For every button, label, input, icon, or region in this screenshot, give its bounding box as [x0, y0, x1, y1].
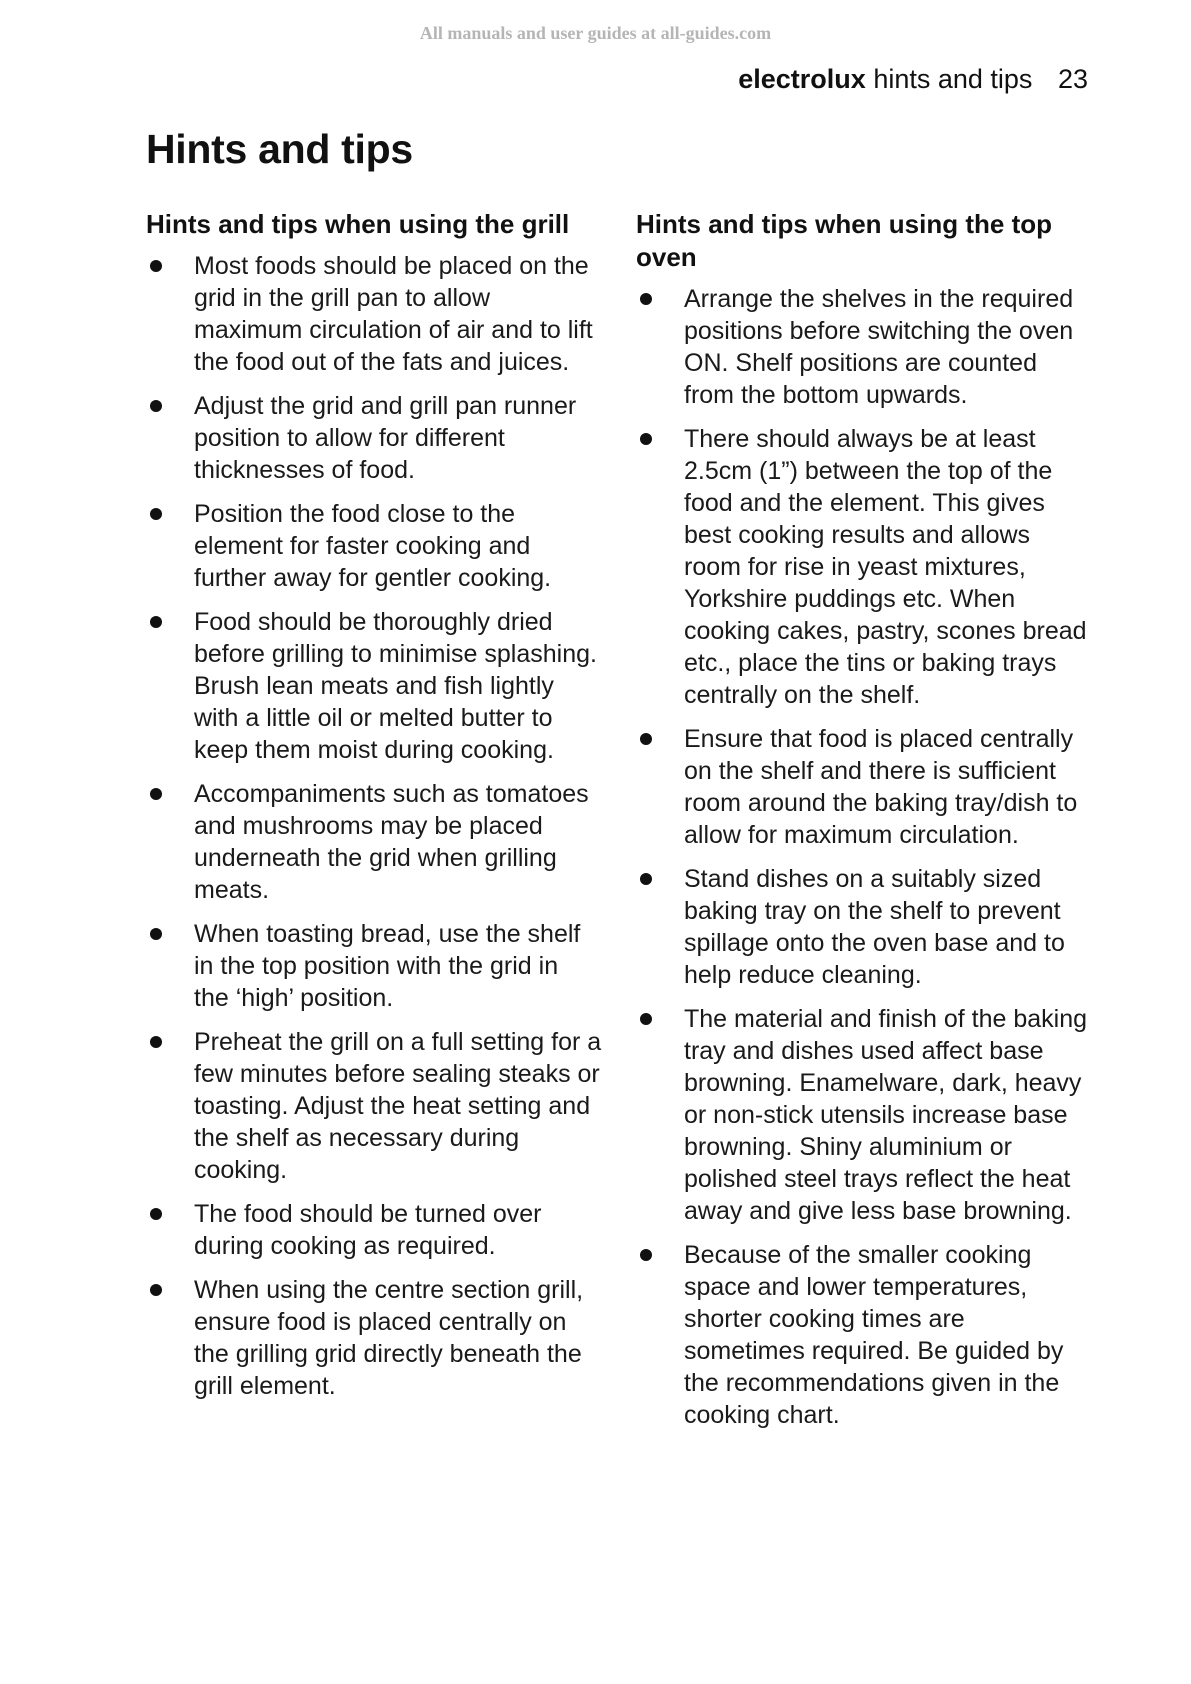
bullet-icon — [640, 293, 652, 305]
bullet-icon — [640, 433, 652, 445]
section-name: hints and tips — [873, 64, 1033, 94]
list-item-line: spillage onto the oven base and to — [684, 929, 1065, 957]
list-item-line: browning. Shiny aluminium or — [684, 1133, 1012, 1161]
list-item-line: with a little oil or melted butter to — [194, 704, 553, 732]
list-item-line: grill element. — [194, 1372, 336, 1400]
list-item-line: element for faster cooking and — [194, 532, 531, 560]
bullet-icon — [150, 508, 162, 520]
list-item-line: few minutes before sealing steaks or — [194, 1060, 600, 1088]
top-oven-tips-list — [636, 283, 1098, 1431]
list-item-line: underneath the grid when grilling — [194, 844, 557, 872]
list-item-line: from the bottom upwards. — [684, 381, 968, 409]
list-item-line: thicknesses of food. — [194, 456, 415, 484]
list-item-line: The material and finish of the baking — [684, 1005, 1088, 1033]
list-item — [636, 1239, 1098, 1431]
list-item-line: on the shelf and there is sufficient — [684, 757, 1056, 785]
brand-name: electrolux — [738, 64, 866, 94]
list-item — [146, 606, 608, 766]
list-item-line: and mushrooms may be placed — [194, 812, 543, 840]
bullet-icon — [150, 928, 162, 940]
list-item-line: cooking chart. — [684, 1401, 840, 1429]
list-item-line: centrally on the shelf. — [684, 681, 921, 709]
list-item-line: ensure food is placed centrally on — [194, 1308, 567, 1336]
list-item-line: There should always be at least — [684, 425, 1036, 453]
bullet-icon — [640, 1249, 652, 1261]
list-item-line: 2.5cm (1”) between the top of the — [684, 457, 1053, 485]
list-item-line: room around the baking tray/dish to — [684, 789, 1078, 817]
list-item-line: Brush lean meats and fish lightly — [194, 672, 554, 700]
grill-tips-column — [146, 208, 608, 1414]
list-item-line: maximum circulation of air and to lift — [194, 316, 593, 344]
list-item-line: Adjust the grid and grill pan runner — [194, 392, 577, 420]
list-item-line: toasting. Adjust the heat setting and — [194, 1092, 591, 1120]
bullet-icon — [150, 1208, 162, 1220]
list-item-line: allow for maximum circulation. — [684, 821, 1019, 849]
list-item — [146, 1026, 608, 1186]
list-item — [146, 498, 608, 594]
list-item-line: The food should be turned over — [194, 1200, 542, 1228]
list-item-line: Accompaniments such as tomatoes — [194, 780, 589, 808]
list-item-line: the shelf as necessary during — [194, 1124, 520, 1152]
list-item-line: the food out of the fats and juices. — [194, 348, 570, 376]
list-item-line: away and give less base browning. — [684, 1197, 1072, 1225]
bullet-icon — [150, 1284, 162, 1296]
list-item-line: Most foods should be placed on the — [194, 252, 589, 280]
list-item — [146, 1274, 608, 1402]
list-item-line: ON. Shelf positions are counted — [684, 349, 1037, 377]
list-item-line: the recommendations given in the — [684, 1369, 1060, 1397]
list-item-line: sometimes required. Be guided by — [684, 1337, 1064, 1365]
list-item — [636, 863, 1098, 991]
list-item-line: shorter cooking times are — [684, 1305, 965, 1333]
top-oven-tips-column — [636, 208, 1098, 1443]
bullet-icon — [150, 260, 162, 272]
list-item-line: browning. Enamelware, dark, heavy — [684, 1069, 1082, 1097]
list-item-line: When toasting bread, use the shelf — [194, 920, 581, 948]
list-item — [146, 390, 608, 486]
list-item-line: before grilling to minimise splashing. — [194, 640, 597, 668]
list-item — [636, 283, 1098, 411]
list-item-line: Position the food close to the — [194, 500, 516, 528]
list-item-line: Stand dishes on a suitably sized — [684, 865, 1042, 893]
bullet-icon — [640, 733, 652, 745]
list-item — [636, 723, 1098, 851]
grill-tips-list — [146, 250, 608, 1402]
page-title: Hints and tips — [146, 126, 413, 172]
bullet-icon — [150, 1036, 162, 1048]
list-item-line: keep them moist during cooking. — [194, 736, 554, 764]
list-item-line: the grilling grid directly beneath the — [194, 1340, 582, 1368]
page-number: 23 — [1057, 64, 1088, 94]
list-item-line: the ‘high’ position. — [194, 984, 394, 1012]
list-item-line: Food should be thoroughly dried — [194, 608, 553, 636]
top-oven-tips-heading — [636, 208, 1098, 274]
list-item-line: Yorkshire puddings etc. When — [684, 585, 1016, 613]
list-item — [146, 778, 608, 906]
heading-line: Hints and tips when using the top — [636, 209, 1052, 239]
bullet-icon — [150, 400, 162, 412]
list-item-line: further away for gentler cooking. — [194, 564, 552, 592]
list-item-line: etc., place the tins or baking trays — [684, 649, 1057, 677]
list-item — [636, 423, 1098, 711]
list-item-line: Because of the smaller cooking — [684, 1241, 1032, 1269]
list-item — [146, 1198, 608, 1262]
bullet-icon — [150, 616, 162, 628]
list-item-line: positions before switching the oven — [684, 317, 1074, 345]
list-item-line: cooking. — [194, 1156, 288, 1184]
list-item-line: grid in the grill pan to allow — [194, 284, 490, 312]
heading-line: Hints and tips when using the grill — [146, 209, 570, 239]
list-item-line: in the top position with the grid in — [194, 952, 559, 980]
list-item — [146, 250, 608, 378]
list-item-line: Arrange the shelves in the required — [684, 285, 1074, 313]
list-item-line: meats. — [194, 876, 270, 904]
list-item — [636, 1003, 1098, 1227]
list-item-line: cooking cakes, pastry, scones bread — [684, 617, 1087, 645]
bullet-icon — [640, 873, 652, 885]
bullet-icon — [640, 1013, 652, 1025]
list-item-line: help reduce cleaning. — [684, 961, 922, 989]
running-header — [738, 64, 1088, 95]
list-item-line: tray and dishes used affect base — [684, 1037, 1044, 1065]
list-item-line: during cooking as required. — [194, 1232, 496, 1260]
list-item-line: baking tray on the shelf to prevent — [684, 897, 1061, 925]
list-item — [146, 918, 608, 1014]
list-item-line: food and the element. This gives — [684, 489, 1045, 517]
list-item-line: or non-stick utensils increase base — [684, 1101, 1068, 1129]
list-item-line: Preheat the grill on a full setting for a — [194, 1028, 602, 1056]
bullet-icon — [150, 788, 162, 800]
list-item-line: best cooking results and allows — [684, 521, 1031, 549]
grill-tips-heading — [146, 208, 608, 241]
list-item-line: room for rise in yeast mixtures, — [684, 553, 1026, 581]
list-item-line: space and lower temperatures, — [684, 1273, 1028, 1301]
list-item-line: position to allow for different — [194, 424, 505, 452]
list-item-line: polished steel trays reflect the heat — [684, 1165, 1071, 1193]
list-item-line: Ensure that food is placed centrally — [684, 725, 1074, 753]
list-item-line: When using the centre section grill, — [194, 1276, 584, 1304]
watermark: All manuals and user guides at all-guides.com — [419, 23, 772, 43]
heading-line: oven — [636, 242, 697, 272]
